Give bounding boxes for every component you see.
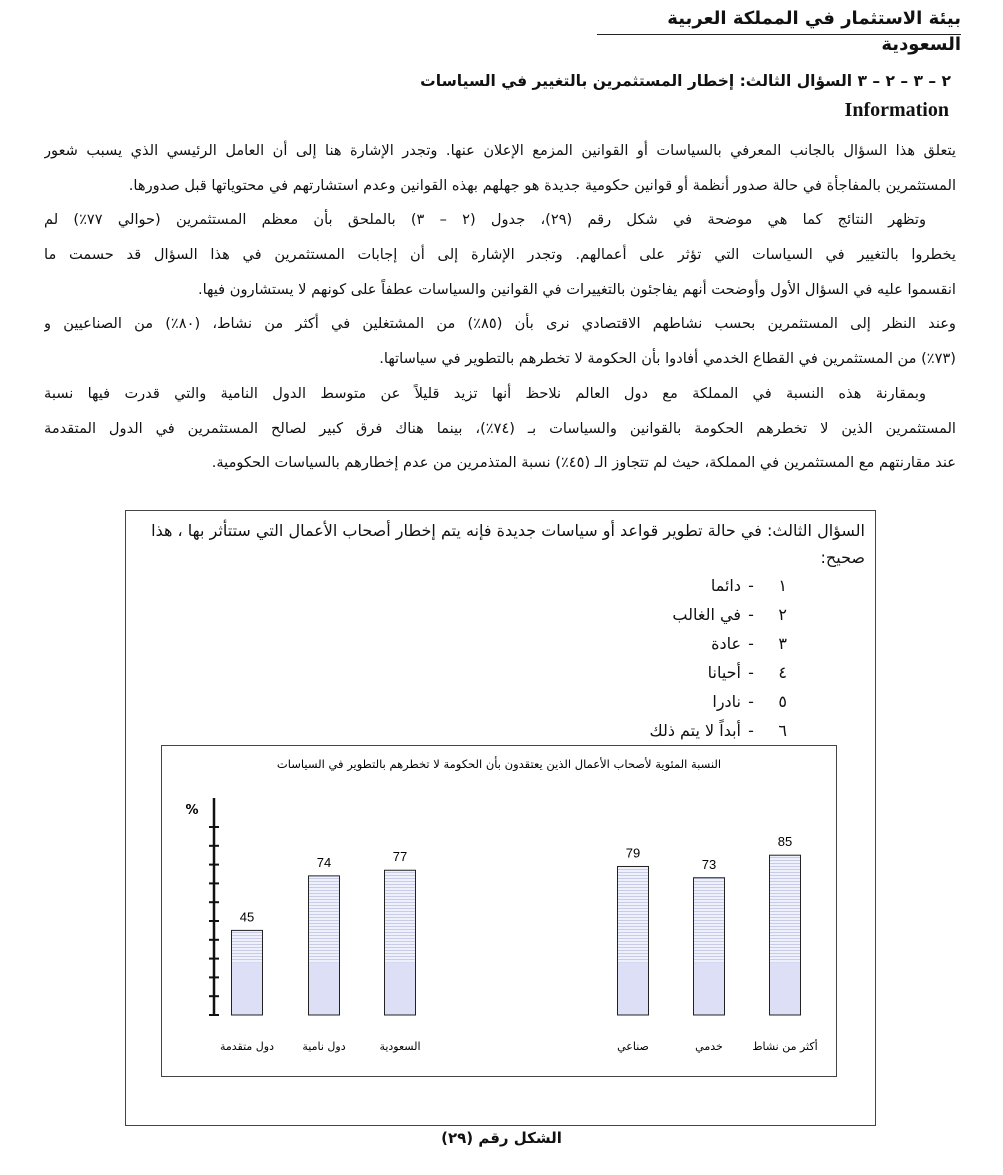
category-label: دول نامية (302, 1040, 346, 1053)
category-label: خدمي (695, 1040, 723, 1053)
chart-svg (162, 746, 836, 1076)
bar-lower-band (309, 962, 339, 1014)
bar-lower-band (694, 962, 724, 1014)
option-label: أحيانا (707, 663, 741, 682)
category-label: دول متقدمة (219, 1040, 275, 1053)
body-text (44, 134, 956, 481)
category-label: أكثر من نشاط (752, 1040, 818, 1053)
option-number: ٥ (778, 692, 787, 711)
bar-lower-band (618, 962, 648, 1014)
answer-option: ٣-عادة (649, 629, 787, 658)
header-title: بيئة الاستثمار في المملكة العربية السعودية (667, 8, 961, 55)
page-header (597, 6, 961, 55)
bar-value-label: 77 (392, 849, 408, 865)
body-line: (٧٣٪) من المستثمرين في القطاع الخدمي أفادوا بأن الحكومة لا تخطرهم بالتطوير في سياساتها. (379, 350, 956, 368)
option-label: عادة (711, 634, 741, 653)
body-line: يتعلق هذا السؤال بالجانب المعرفي بالسياسات أو القوانين المزمع الإعلان عنها. وتجدر الإشارة هنا إلى أن العامل الرئيسي الذي يسبب شعور (44, 142, 956, 159)
figure-caption: الشكل رقم (٢٩) (441, 1129, 562, 1147)
answer-option: ٢-في الغالب (649, 600, 787, 629)
bar-value-label: 74 (316, 854, 332, 870)
category-label: السعودية (379, 1040, 421, 1053)
body-line: المستثمرين بالمفاجأة في حالة صدور أنظمة أو قوانين حكومية جديدة هو جهلهم بهذه القوانين وعدم استشارتهم في محتوياتها قبل صدورها. (128, 176, 956, 194)
option-number: ٢ (778, 605, 787, 624)
bar-value-label: 85 (777, 834, 793, 850)
information-label: Information (844, 99, 949, 121)
option-number: ٦ (778, 721, 787, 740)
bar-lower-band (232, 962, 262, 1014)
option-number: ٤ (778, 663, 787, 682)
bar-value-label: 73 (701, 856, 717, 872)
chart-title: النسبة المئوية لأصحاب الأعمال الذين يعتقدون بأن الحكومة لا تخطرهم بالتطوير في السياسات (276, 757, 722, 771)
body-line: انقسموا عليه في السؤال الأول وأوضحت أنهم يفاجئون بالتغييرات في القوانين والسياسات عطفاً على كونهم لا يستشارون فيها. (197, 280, 956, 298)
option-label: دائما (710, 576, 741, 595)
bar-chart (161, 745, 837, 1077)
bar-value-label: 79 (625, 845, 641, 861)
y-axis-label: % (185, 803, 199, 818)
body-line: وعند النظر إلى المستثمرين بحسب نشاطهم الاقتصادي نرى بأن (٨٥٪) من المشتغلين في أكثر من نشاط، (٨٠٪) من الصناعيين و (44, 315, 956, 333)
answer-option: ٦-أبداً لا يتم ذلك (649, 716, 787, 745)
bar-lower-band (385, 962, 415, 1014)
figure-box (125, 510, 876, 1126)
body-line: وبمقارنة هذه النسبة في المملكة مع دول العالم نلاحظ أنها تزيد قليلاً عن متوسط الدول النامية والتي قدرت فيها نسبة (44, 384, 926, 402)
bar-value-label: 45 (239, 909, 255, 925)
body-line: عند مقارنتهم مع المستثمرين في المملكة، حيث لم تتجاوز الـ (٤٥٪) نسبة المتذمرين من عدم إخطارهم بالسياسات الحكومية. (211, 454, 956, 472)
category-label: صناعي (617, 1040, 649, 1053)
option-label: أبداً لا يتم ذلك (649, 721, 741, 740)
option-label: نادرا (712, 692, 741, 711)
option-number: ١ (778, 576, 787, 595)
body-line: وتظهر النتائج كما هي موضحة في شكل رقم (٢٩)، جدول (٢ – ٣) بالملحق بأن معظم المستثمرين (حوالي ٧٧٪) لم (44, 211, 926, 229)
answer-options (649, 571, 787, 745)
answer-option: ١-دائما (649, 571, 787, 600)
section-title: ٢ – ٣ – ٢ – ٣ السؤال الثالث: إخطار المستثمرين بالتغيير في السياسات (420, 72, 951, 90)
survey-question: السؤال الثالث: في حالة تطوير قواعد أو سياسات جديدة فإنه يتم إخطار أصحاب الأعمال التي ستتأثر بها ، هذا صحيح: (151, 521, 865, 567)
answer-option: ٥-نادرا (649, 687, 787, 716)
body-line: يخطروا بالتغيير في السياسات التي تؤثر على أعمالهم. وتجدر الإشارة إلى أن إجابات المستثمرين في هذا السؤال قد حسمت ما (44, 246, 956, 264)
body-line: المستثمرين الذين لا تخطرهم الحكومة بالقوانين والسياسات بـ (٧٤٪)، بينما هناك فرق كبير لصالح المستثمرين في الدول المتقدمة (44, 419, 956, 437)
option-number: ٣ (778, 634, 787, 653)
option-label: في الغالب (672, 605, 741, 624)
bar-lower-band (770, 962, 800, 1014)
answer-option: ٤-أحيانا (649, 658, 787, 687)
